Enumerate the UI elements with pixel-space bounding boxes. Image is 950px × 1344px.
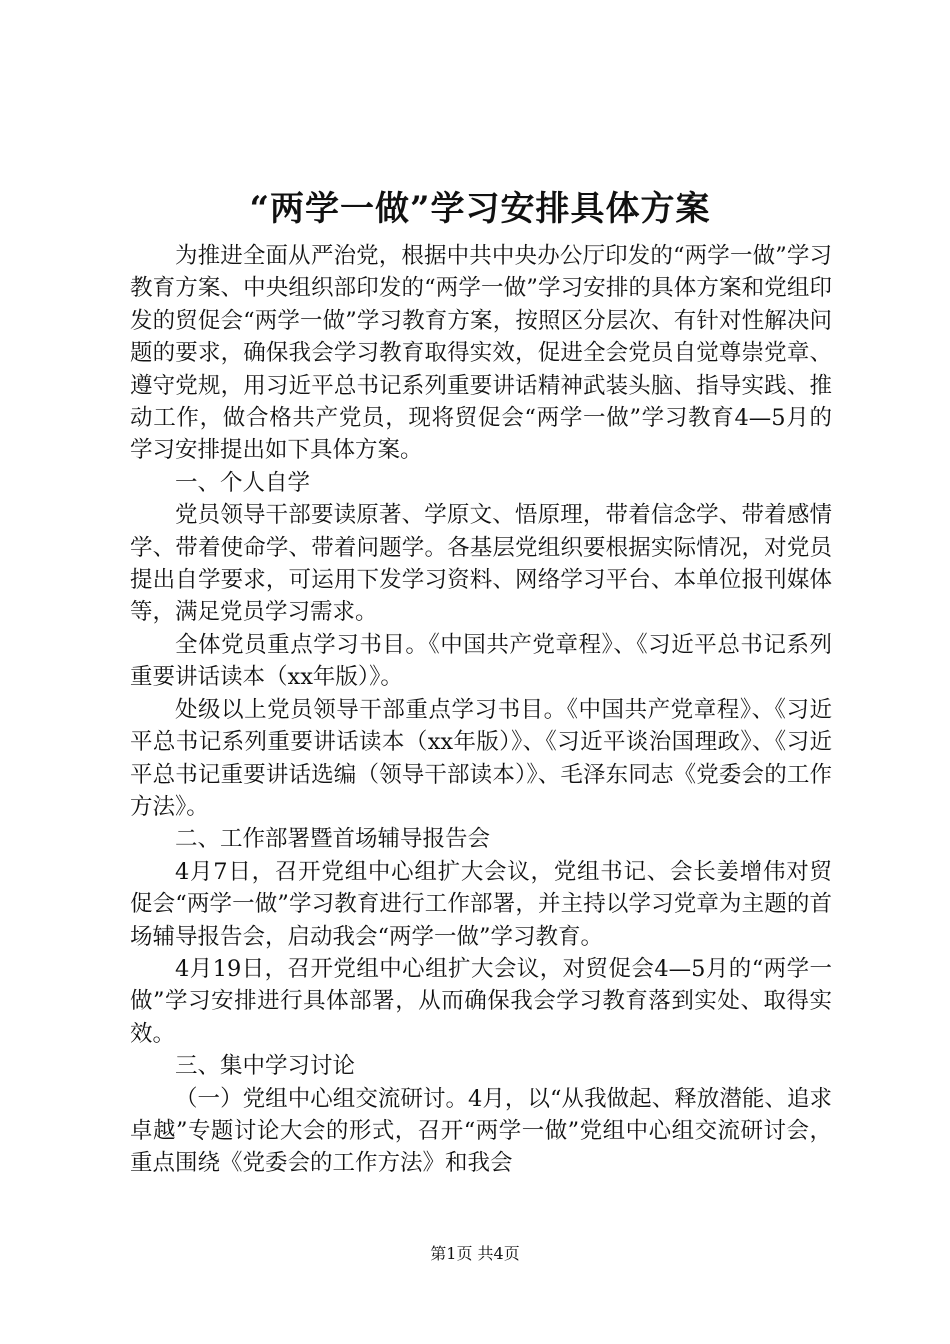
paragraph-april-19: 4月19日，召开党组中心组扩大会议，对贸促会4—5月的“两学一做”学习安排进行具体部署，从而确保我会学习教育落到实处、取得实效。 <box>130 955 832 1047</box>
section-heading-group-study: 三、集中学习讨论 <box>175 1053 356 1080</box>
document-body <box>130 240 832 1180</box>
section-heading-self-study: 一、个人自学 <box>175 469 311 496</box>
paragraph-self-study: 党员领导干部要读原著、学原文、悟原理，带着信念学、带着感情学、带着使命学、带着问题学。各基层党组织要根据实际情况，对党员提出自学要求，可运用下发学习资料、网络学习平台、本单位报刊媒体等，满足党员学习需求。 <box>130 502 832 626</box>
paragraph-april-7: 4月7日，召开党组中心组扩大会议，党组书记、会长姜增伟对贸促会“两学一做”学习教育进行工作部署，并主持以学习党章为主题的首场辅导报告会，启动我会“两学一做”学习教育。 <box>130 858 832 950</box>
section-heading-deployment: 二、工作部署暨首场辅导报告会 <box>175 826 491 853</box>
page-footer: 第1页 共4页 <box>430 1244 520 1263</box>
paragraph-leaders-books: 处级以上党员领导干部重点学习书目。《中国共产党章程》、《习近平总书记系列重要讲话读本（xx年版）》、《习近平谈治国理政》、《习近平总书记重要讲话选编（领导干部读本）》、毛泽东同志《党委会的工作方法》。 <box>130 696 832 820</box>
paragraph-intro: 为推进全面从严治党，根据中共中央办公厅印发的“两学一做”学习教育方案、中央组织部印发的“两学一做”学习安排的具体方案和党组印发的贸促会“两学一做”学习教育方案，按照区分层次、有针对性解决问题的要求，确保我会学习教育取得实效，促进全会党员自觉尊崇党章、遵守党规，用习近平总书记系列重要讲话精神武装头脑、指导实践、推动工作，做合格共产党员，现将贸促会“两学一做”学习教育4—5月的学习安排提出如下具体方案。 <box>130 243 832 464</box>
paragraph-all-members-books: 全体党员重点学习书目。《中国共产党章程》、《习近平总书记系列重要讲话读本（xx年版）》。 <box>130 631 832 691</box>
paragraph-group-seminar: （一）党组中心组交流研讨。4月，以“从我做起、释放潜能、追求卓越”专题讨论大会的形式，召开“两学一做”党组中心组交流研讨会，重点围绕《党委会的工作方法》和我会 <box>130 1085 832 1177</box>
document-title: “两学一做”学习安排具体方案 <box>249 189 711 229</box>
